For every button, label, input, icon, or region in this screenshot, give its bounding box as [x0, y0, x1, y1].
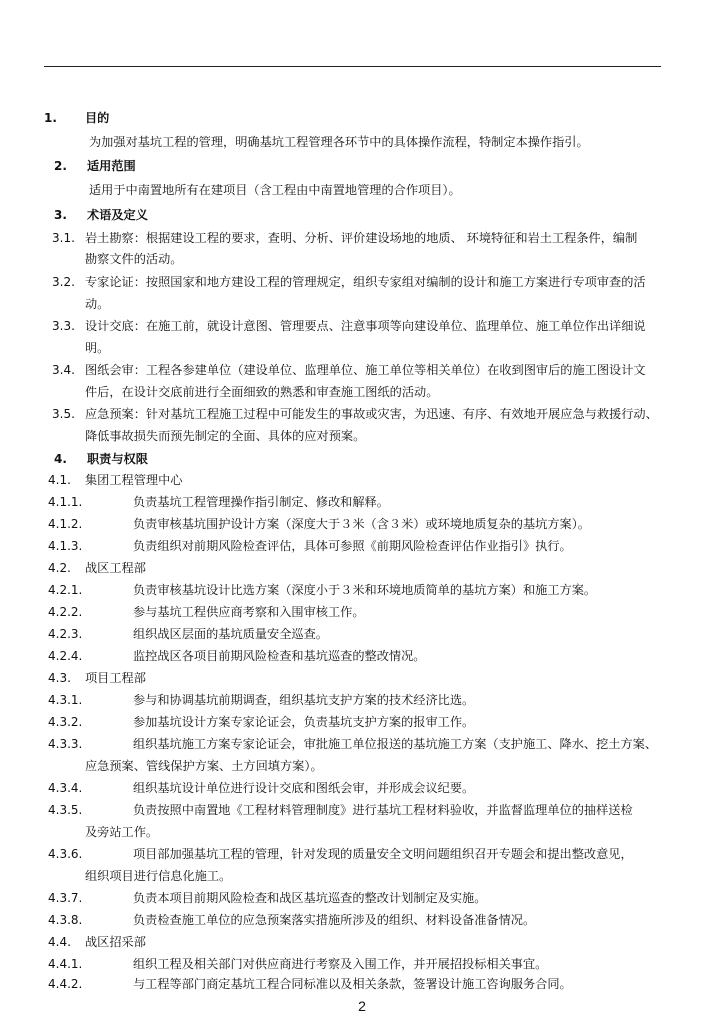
- item-number: 3.3.: [52, 319, 75, 333]
- definition-line: 件后，在设计交底前进行全面细致的熟悉和审查施工图纸的活动。: [85, 385, 439, 399]
- section-number: 2.: [54, 159, 67, 173]
- item-number: 3.5.: [52, 407, 75, 421]
- item-text: 负责审核基坑设计比选方案（深度小于３米和环境地质简单的基坑方案）和施工方案。: [133, 583, 597, 597]
- section-title: 目的: [85, 111, 110, 125]
- item-text: 负责按照中南置地《工程材料管理制度》进行基坑工程材料验收，并监督监理单位的抽样送检: [133, 803, 633, 817]
- item-number: 4.2.4.: [48, 649, 83, 663]
- item-text: 参与基坑工程供应商考察和入围审核工作。: [133, 605, 365, 619]
- item-text: 负责检查施工单位的应急预案落实措施所涉及的组织、材料设备准备情况。: [133, 913, 536, 927]
- definition-line: 明。: [85, 341, 110, 355]
- subsection-number: 4.2.: [48, 561, 71, 575]
- item-text: 监控战区各项目前期风险检查和基坑巡查的整改情况。: [133, 649, 426, 663]
- section-number: 3.: [54, 208, 67, 222]
- subsection-title: 项目工程部: [85, 671, 146, 685]
- definition-line: 勘察文件的活动。: [85, 252, 183, 266]
- item-number: 4.4.2.: [48, 977, 83, 991]
- definition-line: 动。: [85, 297, 110, 311]
- item-number: 4.2.1.: [48, 583, 83, 597]
- subsection-number: 4.3.: [48, 671, 71, 685]
- subsection-number: 4.1.: [48, 473, 71, 487]
- item-number: 4.1.2.: [48, 517, 83, 531]
- item-text: 参与和协调基坑前期调查，组织基坑支护方案的技术经济比选。: [133, 693, 475, 707]
- item-text: 组织战区层面的基坑质量安全巡查。: [133, 627, 328, 641]
- subsection-number: 4.4.: [48, 935, 71, 949]
- item-number: 3.1.: [52, 231, 75, 245]
- item-text: 及旁站工作。: [85, 825, 159, 839]
- paragraph: 适用于中南置地所有在建项目（含工程由中南置地管理的合作项目）。: [89, 183, 461, 197]
- item-text: 项目部加强基坑工程的管理，针对发现的质量安全文明问题组织召开专题会和提出整改意见，: [133, 847, 633, 861]
- item-number: 4.2.3.: [48, 627, 83, 641]
- item-number: 4.1.1.: [48, 495, 83, 509]
- item-number: 4.3.6.: [48, 847, 83, 861]
- definition-line: 设计交底：在施工前，就设计意图、管理要点、注意事项等向建设单位、监理单位、施工单位作出详细说: [85, 319, 646, 333]
- section-number: 4.: [54, 452, 67, 466]
- item-number: 4.3.8.: [48, 913, 83, 927]
- item-text: 组织基坑设计单位进行设计交底和图纸会审，并形成会议纪要。: [133, 781, 475, 795]
- item-text: 组织工程及相关部门对供应商进行考察及入围工作，并开展招投标相关事宜。: [133, 957, 548, 971]
- item-text: 负责审核基坑围护设计方案（深度大于３米（含３米）或环境地质复杂的基坑方案）。: [133, 517, 591, 531]
- item-number: 4.3.2.: [48, 715, 83, 729]
- header-rule: [44, 66, 661, 67]
- item-number: 3.4.: [52, 363, 75, 377]
- subsection-title: 集团工程管理中心: [85, 473, 183, 487]
- item-number: 4.3.1.: [48, 693, 83, 707]
- item-text: 负责组织对前期风险检查评估，具体可参照《前期风险检查评估作业指引》执行。: [133, 539, 572, 553]
- item-number: 4.3.7.: [48, 891, 83, 905]
- item-text: 负责本项目前期风险检查和战区基坑巡查的整改计划制定及实施。: [133, 891, 487, 905]
- item-number: 4.3.5.: [48, 803, 83, 817]
- item-number: 3.2.: [52, 275, 75, 289]
- section-title: 适用范围: [87, 159, 136, 173]
- definition-line: 应急预案：针对基坑工程施工过程中可能发生的事故或灾害，为迅速、有序、有效地开展应急与救援行动、: [85, 407, 658, 421]
- item-text: 参加基坑设计方案专家论证会，负责基坑支护方案的报审工作。: [133, 715, 475, 729]
- definition-line: 岩土勘察：根据建设工程的要求，查明、分析、评价建设场地的地质、 环境特征和岩土工程条件，编制: [85, 231, 638, 245]
- subsection-title: 战区招采部: [85, 935, 146, 949]
- paragraph: 为加强对基坑工程的管理，明确基坑工程管理各环节中的具体操作流程，特制定本操作指引。: [89, 135, 589, 149]
- definition-line: 专家论证：按照国家和地方建设工程的管理规定，组织专家组对编制的设计和施工方案进行专项审查的活: [85, 275, 646, 289]
- item-number: 4.3.3.: [48, 737, 83, 751]
- item-text: 负责基坑工程管理操作指引制定、修改和解释。: [133, 495, 389, 509]
- subsection-title: 战区工程部: [85, 561, 146, 575]
- item-number: 4.1.3.: [48, 539, 83, 553]
- item-number: 4.3.4.: [48, 781, 83, 795]
- page-number: 2: [358, 998, 366, 1014]
- section-title: 术语及定义: [87, 208, 148, 222]
- definition-line: 图纸会审：工程各参建单位（建设单位、监理单位、施工单位等相关单位）在收到图审后的施工图设计文: [85, 363, 646, 377]
- item-number: 4.4.1.: [48, 957, 83, 971]
- item-text: 组织基坑施工方案专家论证会，审批施工单位报送的基坑施工方案（支护施工、降水、挖土方案、: [133, 737, 658, 751]
- item-text: 与工程等部门商定基坑工程合同标准以及相关条款，签署设计施工咨询服务合同。: [133, 977, 572, 991]
- item-text: 应急预案、管线保护方案、土方回填方案）。: [85, 759, 323, 773]
- section-number: 1.: [44, 111, 57, 125]
- definition-line: 降低事故损失而预先制定的全面、具体的应对预案。: [85, 429, 366, 443]
- item-text: 组织项目进行信息化施工。: [85, 869, 232, 883]
- section-title: 职责与权限: [87, 452, 148, 466]
- item-number: 4.2.2.: [48, 605, 83, 619]
